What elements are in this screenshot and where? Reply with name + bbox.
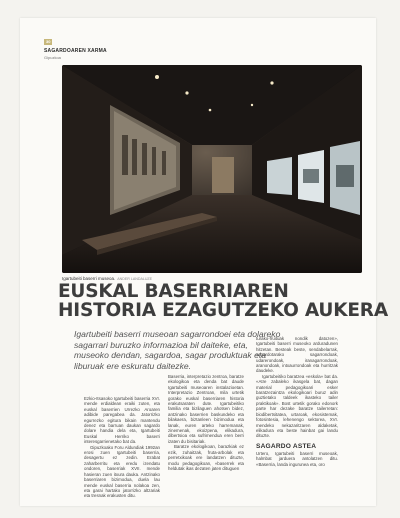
subheading: SAGARDO ASTEA <box>256 442 317 450</box>
body-column-3 <box>256 336 338 467</box>
caption-text: Igartubeiti baserri museoa. <box>62 276 116 281</box>
paragraph: turako-fruituak nondik datozen», Igartubeiti baserri museoko arduradunen hitzetan. Besteak beste, sendabelarrak, sagardotarako sagarrondoak, udarerondoak, iranagarrondoak, aranondoak, intxaurrondoak eta hurritzak daudeke. <box>256 336 338 374</box>
paragraph: Urtero, Igartubeiti baserri museoak, halmbat jarduera antolatzen ditu. «Baserria, landa ingurunea eta, oro <box>256 450 338 467</box>
body-column-1 <box>84 396 160 499</box>
paragraph: Gipuzkoako Foru Aldundiak 1992an erosi zuen Igartubeiti baserria, desagertu ez zedin. Erabat zaharberritu eta eredu izendatu ondoren, baserriak XVII. mende hasieran zuen itxura dauka. Antzinako baserriaren bizimodua, duela lau mende euskal baserria nolakoa zen, eta garai hartako jatorrizko altzariak eta tresnak erakusten ditu. <box>84 444 160 499</box>
section-subtitle: Gipuzkoa <box>44 55 61 60</box>
museum-photo <box>62 65 362 273</box>
body-column-2 <box>168 374 244 471</box>
headline-line-1: EUSKAL BASERRIAREN <box>58 281 289 302</box>
article-headline <box>58 282 388 320</box>
paragraph: Baratze ekologikoan, barazkiak ez ezik, zuhaitzak, fruta-arbolak eta perretxikoak ere landatzen dituzte, modu pedagogikoan, «baserrek eta heldutak ikas dezaten jaten dituguen <box>168 444 244 471</box>
paragraph: Baserria, interpretazio zentroa, baratze ekologikoa eta denda bat daude Igartubeiti museoaren instalazioetan. Interpretazio Zentroan, mila urtetik gorako euskal baserriaren historia erakutsaraten dute. Igartubeitiko familia eta bizilaguen ahotsen bidez, antzinako baserrien baskundeko eta bilakaera, biztanleen bizimodua eta lanak, euren arteko harremanak, zinemenak, ekoizpena, elikadura, dibertsioa eta sufrimendua eren berri izaten du bisitariak. <box>168 374 244 444</box>
article-lead: Igartubeiti baserri museoan sagarrondoei eta dolareko sagarrari buruzko informazioa bil daiteke, eta, museoko dendan, sagardoa, sagar produktuak eta liburuak ere eskuratu daitezke. <box>74 329 281 371</box>
paragraph: Ezkio-Itsasoko Igartubeiti baserria XVI. mende erdialdean eraiki zuten, eta euskal baserrien Urrezko Aroaren adibide paregabea da. Jatorrizko egurrezko egitura bikain mantendu denez eta barruan daukan sagardo dolare handia dela eta, Igartubeiti Euskal Herriko baserri interesgarrienetako bat da. <box>84 396 160 445</box>
section-header <box>44 30 107 60</box>
museum-hall-image <box>62 65 362 273</box>
magazine-page <box>20 18 388 506</box>
photo-credit: ANDER LANDALUZE <box>117 277 153 281</box>
section-title: SAGARDOAREN XARMA <box>44 48 107 54</box>
headline-line-2: HISTORIA EZAGUTZEKO AUKERA <box>58 300 388 321</box>
paragraph: Igartubeitiko baratzea «eskola» bat da. «Atre zabaleko ikasgela bat, dagan material pedagogikoari esker baratzezaintza ekologikoari buruz adin guztietako taldeek ikasteko tailer praktikoak». Bost urtetik gorako edonork parte har dezake baratze tailerretan: biodibertsitatea, urtaroak, ekosistemak, fotosintesia, lehenengo sektorea, XVI. mendeko nekazaritzaren aldaketak, elikadura eta beste hainbat gai landu dituzte. <box>256 373 338 439</box>
page-number: 30 <box>46 39 51 44</box>
